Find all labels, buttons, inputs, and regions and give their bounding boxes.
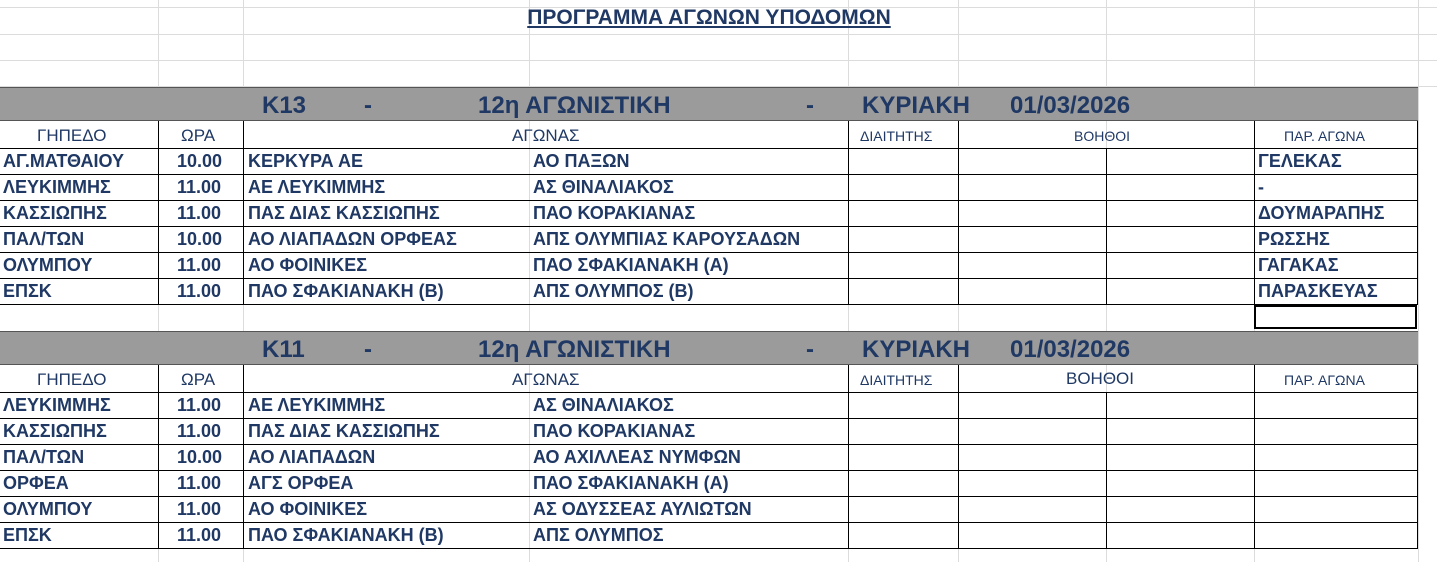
home-team-cell: ΑΟ ΦΟΙΝΙΚΕΣ (248, 255, 368, 275)
border-line (1417, 121, 1418, 304)
gridline-row (0, 34, 1437, 35)
ground-cell: ΠΑΛ/ΤΩΝ (3, 447, 85, 467)
away-team-cell: ΑΣ ΟΔΥΣΣΕΑΣ ΑΥΛΙΩΤΩΝ (533, 499, 752, 519)
border-line (0, 148, 1418, 149)
border-line (848, 121, 849, 304)
time-cell: 11.00 (177, 395, 222, 415)
away-team-cell: ΑΠΣ ΟΛΥΜΠΟΣ (Β) (533, 281, 694, 301)
away-team-cell: ΑΟ ΠΑΞΩΝ (533, 151, 630, 171)
border-line (243, 121, 244, 304)
border-line (0, 444, 1418, 445)
border-line (0, 200, 1418, 201)
ground-cell: ΠΑΛ/ΤΩΝ (3, 229, 85, 249)
time-cell: 10.00 (177, 447, 223, 467)
home-team-cell: ΑΓΣ ΟΡΦΕΑ (248, 473, 354, 493)
ground-cell: ΑΓ.ΜΑΤΘΑΙΟΥ (3, 151, 125, 171)
time-cell: 10.00 (177, 151, 223, 171)
observer-cell: ΓΕΛΕΚΑΣ (1258, 151, 1342, 171)
observer-cell: ΡΩΣΣΗΣ (1258, 229, 1330, 249)
home-team-cell: ΠΑΣ ΔΙΑΣ ΚΑΣΣΙΩΠΗΣ (248, 203, 440, 223)
banner-dash: - (806, 336, 814, 363)
ground-cell: ΚΑΣΣΙΩΠΗΣ (3, 203, 107, 223)
border-line (0, 418, 1418, 419)
home-team-cell: ΑΟ ΛΙΑΠΑΔΩΝ ΟΡΦΕΑΣ (248, 229, 457, 249)
round-label: 12η ΑΓΩΝΙΣΤΙΚΗ (478, 336, 671, 363)
ground-cell: ΟΛΥΜΠΟΥ (3, 499, 93, 519)
observer-cell: ΓΑΓΑΚΑΣ (1258, 255, 1339, 275)
header-observer: ΠΑΡ. ΑΓΩΝΑ (1284, 128, 1365, 144)
home-team-cell: ΑΟ ΦΟΙΝΙΚΕΣ (248, 499, 368, 519)
header-assistants: ΒΟΗΘΟΙ (1074, 128, 1131, 144)
time-cell: 11.00 (177, 255, 222, 275)
border-line (0, 522, 1418, 523)
home-team-cell: ΠΑΟ ΣΦΑΚΙΑΝΑΚΗ (Β) (248, 281, 444, 301)
page-title: ΠΡΟΓΡΑΜΜΑ ΑΓΩΝΩΝ ΥΠΟΔΟΜΩΝ (527, 6, 891, 29)
header-time: ΩΡΑ (181, 370, 216, 389)
gridline-col (529, 0, 530, 562)
ground-cell: ΟΡΦΕΑ (3, 473, 69, 493)
border-line (958, 365, 959, 548)
home-team-cell: ΑΕ ΛΕΥΚΙΜΜΗΣ (248, 395, 386, 415)
banner-dash: - (364, 92, 372, 119)
border-line (158, 365, 159, 548)
border-line (0, 278, 1418, 279)
away-team-cell: ΠΑΟ ΣΦΑΚΙΑΝΑΚΗ (Α) (533, 473, 729, 493)
border-line (0, 252, 1418, 253)
home-team-cell: ΠΑΟ ΣΦΑΚΙΑΝΑΚΗ (Β) (248, 525, 444, 545)
day-label: ΚΥΡΙΑΚΗ (862, 336, 971, 363)
ground-cell: ΟΛΥΜΠΟΥ (3, 255, 93, 275)
away-team-cell: ΑΠΣ ΟΛΥΜΠΙΑΣ ΚΑΡΟΥΣΑΔΩΝ (533, 229, 801, 249)
away-team-cell: ΠΑΟ ΚΟΡΑΚΙΑΝΑΣ (533, 203, 696, 223)
header-match: ΑΓΩΝΑΣ (512, 126, 580, 145)
banner-dash: - (806, 92, 814, 119)
gridline-col (1418, 0, 1419, 562)
border-line (958, 121, 959, 304)
time-cell: 11.00 (177, 499, 222, 519)
header-ground: ΓΗΠΕΔΟ (37, 126, 107, 145)
border-line (1417, 365, 1418, 548)
time-cell: 11.00 (177, 473, 222, 493)
border-line (0, 548, 1418, 549)
header-time: ΩΡΑ (181, 126, 216, 145)
border-line (0, 174, 1418, 175)
border-line (158, 121, 159, 304)
away-team-cell: ΑΣ ΘΙΝΑΛΙΑΚΟΣ (533, 177, 674, 197)
selected-cell[interactable] (1254, 305, 1417, 329)
home-team-cell: ΚΕΡΚΥΡΑ ΑΕ (248, 151, 364, 171)
day-label: ΚΥΡΙΑΚΗ (862, 92, 971, 119)
time-cell: 11.00 (177, 177, 222, 197)
time-cell: 11.00 (177, 525, 222, 545)
ground-cell: ΛΕΥΚΙΜΜΗΣ (3, 177, 111, 197)
border-line (0, 470, 1418, 471)
header-assistants: ΒΟΗΘΟΙ (1066, 369, 1135, 388)
header-referee: ΔΙΑΙΤΗΤΗΣ (860, 372, 933, 388)
section-banner (0, 331, 1418, 365)
away-team-cell: ΑΠΣ ΟΛΥΜΠΟΣ (533, 525, 664, 545)
date-label: 01/03/2026 (1010, 92, 1131, 119)
away-team-cell: ΑΟ ΑΧΙΛΛΕΑΣ ΝΥΜΦΩΝ (533, 447, 741, 467)
border-line (243, 365, 244, 548)
border-line (0, 392, 1418, 393)
header-observer: ΠΑΡ. ΑΓΩΝΑ (1284, 372, 1365, 388)
border-line (0, 304, 1418, 305)
home-team-cell: ΑΟ ΛΙΑΠΑΔΩΝ (248, 447, 376, 467)
time-cell: 11.00 (177, 421, 222, 441)
time-cell: 10.00 (177, 229, 223, 249)
header-referee: ΔΙΑΙΤΗΤΗΣ (860, 128, 933, 144)
away-team-cell: ΠΑΟ ΚΟΡΑΚΙΑΝΑΣ (533, 421, 696, 441)
banner-dash: - (364, 336, 372, 363)
header-match: ΑΓΩΝΑΣ (512, 370, 580, 389)
ground-cell: ΛΕΥΚΙΜΜΗΣ (3, 395, 111, 415)
border-line (1106, 148, 1107, 304)
away-team-cell: ΠΑΟ ΣΦΑΚΙΑΝΑΚΗ (Α) (533, 255, 729, 275)
border-line (1106, 392, 1107, 548)
date-label: 01/03/2026 (1010, 336, 1131, 363)
away-team-cell: ΑΣ ΘΙΝΑΛΙΑΚΟΣ (533, 395, 674, 415)
section-banner (0, 87, 1418, 121)
time-cell: 11.00 (177, 203, 222, 223)
header-ground: ΓΗΠΕΔΟ (37, 370, 107, 389)
observer-cell: ΔΟΥΜΑΡΑΠΗΣ (1258, 203, 1385, 223)
home-team-cell: ΑΕ ΛΕΥΚΙΜΜΗΣ (248, 177, 386, 197)
observer-cell: - (1258, 177, 1264, 197)
gridline-row (0, 60, 1437, 61)
ground-cell: ΚΑΣΣΙΩΠΗΣ (3, 421, 107, 441)
border-line (1254, 365, 1255, 548)
round-label: 12η ΑΓΩΝΙΣΤΙΚΗ (478, 92, 671, 119)
category-label: Κ13 (262, 92, 307, 119)
border-line (0, 226, 1418, 227)
ground-cell: ΕΠΣΚ (3, 525, 52, 545)
border-line (0, 496, 1418, 497)
category-label: Κ11 (262, 336, 305, 363)
observer-cell: ΠΑΡΑΣΚΕΥΑΣ (1258, 281, 1378, 301)
time-cell: 11.00 (177, 281, 222, 301)
ground-cell: ΕΠΣΚ (3, 281, 52, 301)
border-line (848, 365, 849, 548)
home-team-cell: ΠΑΣ ΔΙΑΣ ΚΑΣΣΙΩΠΗΣ (248, 421, 440, 441)
border-line (1254, 121, 1255, 304)
